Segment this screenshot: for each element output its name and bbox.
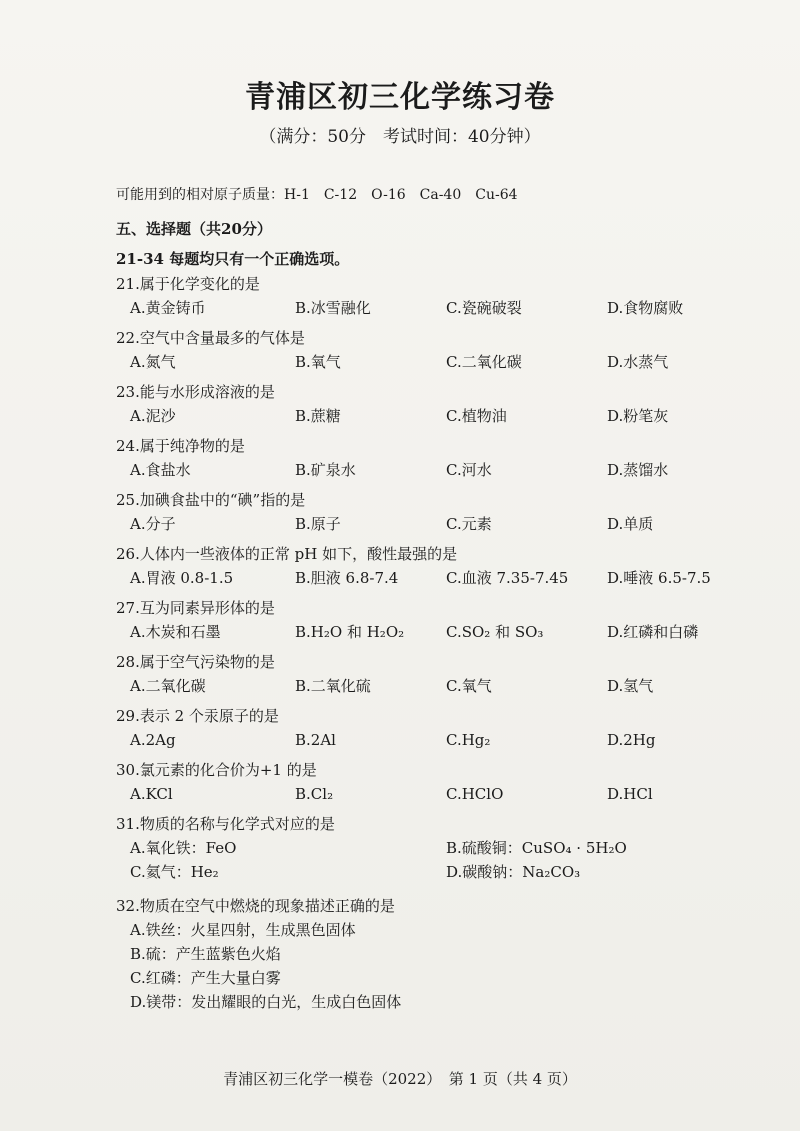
option-b: B.冰雪融化: [295, 299, 371, 317]
option-row: [116, 620, 766, 650]
option-d: D.氢气: [607, 677, 654, 695]
option-row: [116, 458, 766, 488]
option-d: D.2Hg: [607, 731, 656, 749]
option-a: A.铁丝：火星四射，生成黑色固体: [130, 921, 356, 939]
question-21: [116, 272, 766, 326]
option-a: A.氮气: [130, 353, 176, 371]
question-23: [116, 380, 766, 434]
option-d: D.碳酸钠：Na₂CO₃: [446, 863, 581, 881]
question-28: [116, 650, 766, 704]
exam-meta: （满分：50分 考试时间：40分钟）: [259, 127, 541, 147]
atomic-mass-note: 可能用到的相对原子质量：H-1 C-12 O-16 Ca-40 Cu-64: [116, 187, 518, 203]
question-24: [116, 434, 766, 488]
option-c: C.氦气：He₂: [130, 863, 219, 881]
option-a: A.氧化铁：FeO: [130, 839, 237, 857]
option-d: D.HCl: [607, 785, 653, 803]
option-c: C.元素: [446, 515, 492, 533]
question-29: [116, 704, 766, 758]
question-stem: 29.表示 2 个汞原子的是: [116, 707, 279, 725]
option-a: A.泥沙: [130, 407, 176, 425]
option-c: C.Hg₂: [446, 731, 491, 749]
option-a: A.分子: [130, 515, 176, 533]
option-a: A.2Ag: [130, 731, 176, 749]
option-d: D.水蒸气: [607, 353, 669, 371]
option-row: [116, 296, 766, 326]
question-stem: 26.人体内一些液体的正常 pH 如下，酸性最强的是: [116, 545, 458, 563]
option-d: D.唾液 6.5-7.5: [607, 569, 711, 587]
option-d: D.蒸馏水: [607, 461, 669, 479]
question-30: [116, 758, 766, 812]
page-footer: 青浦区初三化学一模卷（2022） 第 1 页（共 4 页）: [223, 1070, 577, 1088]
question-32: [116, 894, 766, 1014]
question-22: [116, 326, 766, 380]
question-stem: 21.属于化学变化的是: [116, 275, 260, 293]
question-stem: 24.属于纯净物的是: [116, 437, 245, 455]
page-title: 青浦区初三化学练习卷: [245, 80, 555, 115]
option-c: C.血液 7.35-7.45: [446, 569, 569, 587]
question-stem: 27.互为同素异形体的是: [116, 599, 275, 617]
option-d: D.镁带：发出耀眼的白光，生成白色固体: [130, 993, 402, 1011]
option-a: A.KCl: [130, 785, 173, 803]
option-b: B.二氧化硫: [295, 677, 371, 695]
option-a: A.二氧化碳: [130, 677, 206, 695]
option-c: C.红磷：产生大量白雾: [130, 969, 281, 987]
option-b: B.2Al: [295, 731, 336, 749]
option-row: [116, 566, 766, 596]
option-a: A.木炭和石墨: [130, 623, 221, 641]
option-b: B.H₂O 和 H₂O₂: [295, 623, 405, 641]
option-d: D.食物腐败: [607, 299, 684, 317]
question-stem: 32.物质在空气中燃烧的现象描述正确的是: [116, 897, 395, 915]
option-a: A.胃液 0.8-1.5: [130, 569, 234, 587]
option-b: B.氧气: [295, 353, 341, 371]
option-c: C.SO₂ 和 SO₃: [446, 623, 544, 641]
section-title: 五、选择题（共20分）: [116, 220, 272, 238]
question-stem: 22.空气中含量最多的气体是: [116, 329, 305, 347]
question-stem: 31.物质的名称与化学式对应的是: [116, 815, 335, 833]
question-stem: 23.能与水形成溶液的是: [116, 383, 275, 401]
option-a: A.黄金铸币: [130, 299, 206, 317]
option-b: B.胆液 6.8-7.4: [295, 569, 399, 587]
question-stem: 30.氯元素的化合价为+1 的是: [116, 761, 317, 779]
option-row: [116, 404, 766, 434]
option-d: D.单质: [607, 515, 654, 533]
option-a: A.食盐水: [130, 461, 191, 479]
section-instruction: 21-34 每题均只有一个正确选项。: [116, 250, 350, 268]
option-row: [116, 728, 766, 758]
option-row: [116, 512, 766, 542]
question-stem: 25.加碘食盐中的“碘”指的是: [116, 491, 306, 509]
option-c: C.氧气: [446, 677, 492, 695]
option-c: C.瓷碗破裂: [446, 299, 522, 317]
option-b: B.原子: [295, 515, 341, 533]
option-b: B.硫：产生蓝紫色火焰: [130, 945, 281, 963]
option-d: D.红磷和白磷: [607, 623, 699, 641]
option-c: C.HClO: [446, 785, 504, 803]
option-c: C.河水: [446, 461, 492, 479]
option-row: [116, 860, 766, 884]
option-row: [116, 674, 766, 704]
option-row: [116, 836, 766, 860]
question-26: [116, 542, 766, 596]
option-b: B.蔗糖: [295, 407, 341, 425]
option-d: D.粉笔灰: [607, 407, 669, 425]
option-b: B.硫酸铜：CuSO₄ · 5H₂O: [446, 839, 627, 857]
question-27: [116, 596, 766, 650]
question-list: [116, 272, 766, 1014]
question-stem: 28.属于空气污染物的是: [116, 653, 275, 671]
option-b: B.矿泉水: [295, 461, 356, 479]
option-c: C.二氧化碳: [446, 353, 522, 371]
option-c: C.植物油: [446, 407, 507, 425]
question-31: [116, 812, 766, 894]
option-b: B.Cl₂: [295, 785, 334, 803]
option-row: [116, 782, 766, 812]
question-25: [116, 488, 766, 542]
option-row: [116, 350, 766, 380]
